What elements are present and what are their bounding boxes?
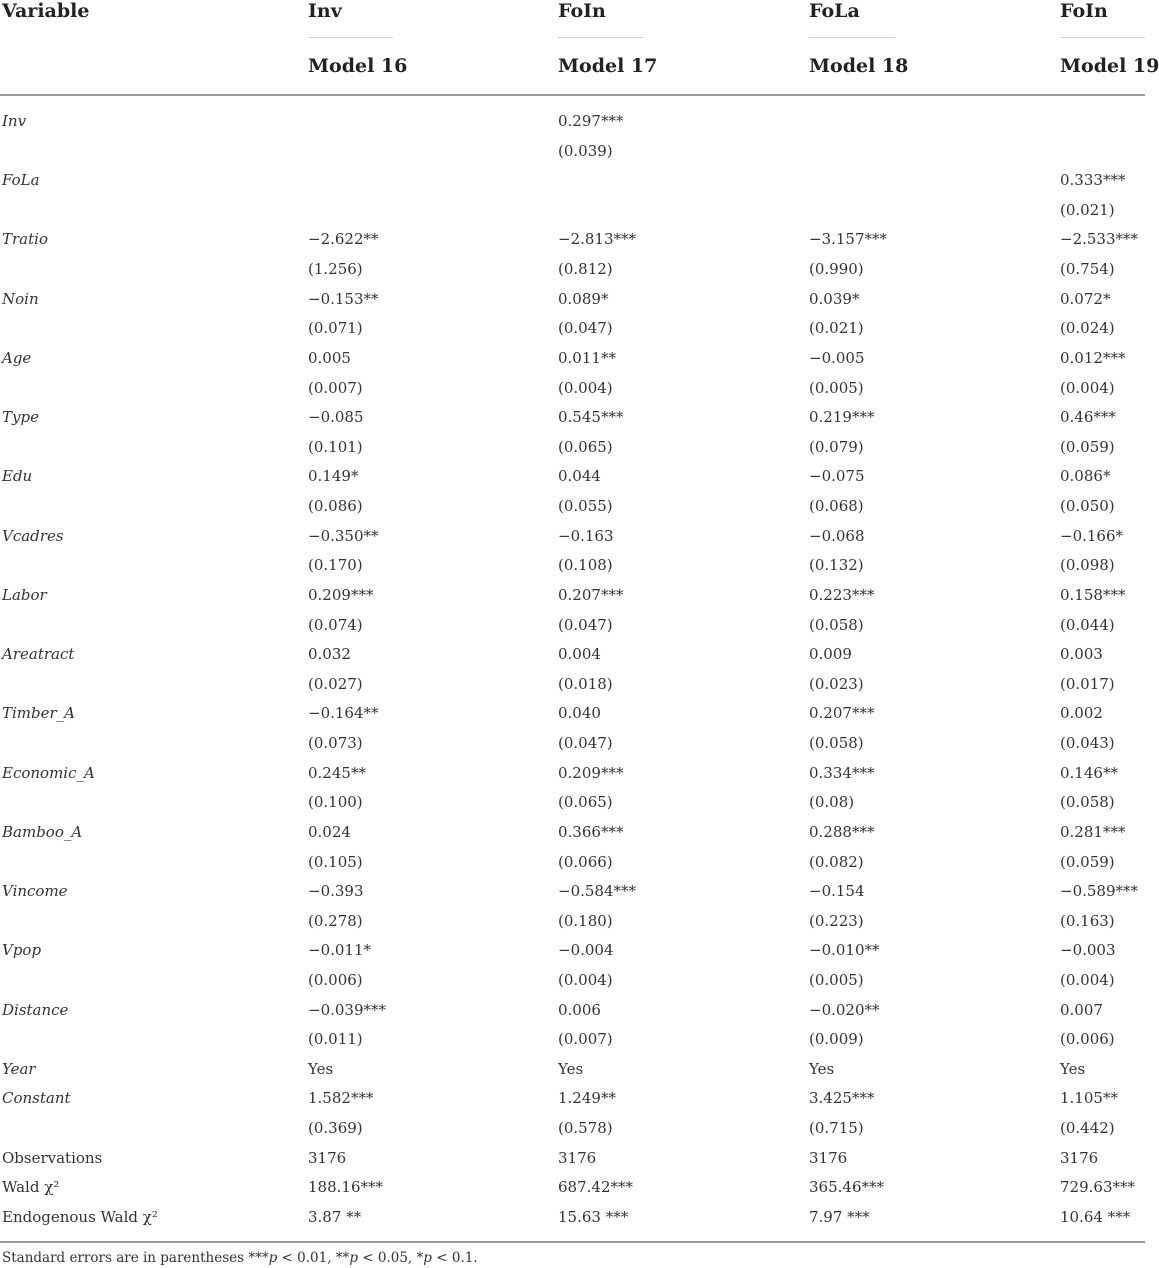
table-row (0, 196, 1145, 226)
table-cell-model-18: 0.219*** (809, 408, 875, 427)
table-cell-model-18: Yes (809, 1059, 835, 1078)
table-row (0, 374, 1145, 404)
table-row (0, 907, 1145, 937)
table-row (0, 759, 1145, 789)
table-cell-model-16: (0.100) (308, 793, 363, 812)
table-cell-model-16: −0.039*** (308, 1000, 387, 1019)
table-cell-model-18: 0.334*** (809, 763, 875, 782)
table-cell-model-17: (0.039) (558, 141, 613, 160)
table-cell-model-19: 0.003 (1060, 645, 1103, 664)
table-cell-model-17: 0.040 (558, 704, 601, 723)
table-cell-model-19: Yes (1060, 1059, 1086, 1078)
row-variable-label: Vcadres (2, 526, 64, 545)
table-cell-model-16: 0.005 (308, 348, 351, 367)
table-cell-model-19: (0.059) (1060, 437, 1115, 456)
row-variable-label: Constant (2, 1089, 71, 1108)
table-cell-model-17: 0.207*** (558, 585, 624, 604)
table-cell-model-16: 0.149* (308, 467, 359, 486)
table-cell-model-19: (0.004) (1060, 378, 1115, 397)
table-row (0, 818, 1145, 848)
table-cell-model-18: −0.075 (809, 467, 865, 486)
table-cell-model-17: (0.065) (558, 793, 613, 812)
table-cell-model-17: −2.813*** (558, 230, 637, 249)
table-cell-model-18: (0.08) (809, 793, 855, 812)
table-cell-model-16: 0.245** (308, 763, 366, 782)
table-cell-model-19: (0.050) (1060, 497, 1115, 516)
table-cell-model-19: 0.007 (1060, 1000, 1103, 1019)
table-cell-model-17: 0.089* (558, 289, 609, 308)
row-variable-label: Edu (2, 467, 33, 486)
row-variable-label: FoLa (2, 171, 40, 190)
table-row (0, 166, 1145, 196)
table-cell-model-19: (0.021) (1060, 200, 1115, 219)
table-cell-model-18: 3.425*** (809, 1089, 875, 1108)
table-cell-model-18: (0.005) (809, 378, 864, 397)
table-cell-model-16: (0.074) (308, 615, 363, 634)
model-header-19: Model 19 (1060, 55, 1159, 77)
table-cell-model-18: (0.079) (809, 437, 864, 456)
table-cell-model-17: 0.297*** (558, 112, 624, 130)
table-cell-model-16: −0.164** (308, 704, 379, 723)
table-row (0, 551, 1145, 581)
table-cell-model-17: (0.018) (558, 674, 613, 693)
row-variable-label: Economic_A (2, 763, 95, 782)
table-cell-model-18: (0.005) (809, 970, 864, 989)
table-cell-model-19: (0.059) (1060, 852, 1115, 871)
table-cell-model-18: 0.288*** (809, 822, 875, 841)
table-cell-model-16: (0.006) (308, 970, 363, 989)
table-cell-model-16: 3176 (308, 1148, 347, 1167)
table-cell-model-19: 0.086* (1060, 467, 1111, 486)
table-row (0, 670, 1145, 700)
row-variable-label: Areatract (2, 645, 75, 664)
header-divider (1060, 37, 1145, 38)
model-header-17: Model 17 (558, 55, 658, 77)
table-row (0, 1203, 1145, 1233)
table-row (0, 936, 1145, 966)
table-row (0, 462, 1145, 492)
table-cell-model-16: (0.027) (308, 674, 363, 693)
table-cell-model-19: (0.004) (1060, 970, 1115, 989)
row-variable-label: Age (2, 348, 32, 367)
table-row (0, 788, 1145, 818)
table-row (0, 611, 1145, 641)
table-row (0, 1173, 1145, 1203)
table-row (0, 285, 1145, 315)
variable-header: Variable (2, 0, 90, 22)
table-cell-model-18: 7.97 *** (809, 1207, 870, 1226)
table-row (0, 137, 1145, 167)
table-row (0, 848, 1145, 878)
header-divider (558, 37, 644, 38)
table-row (0, 1055, 1145, 1085)
table-cell-model-19: 10.64 *** (1060, 1207, 1131, 1226)
model-header-18: Model 18 (809, 55, 909, 77)
row-variable-label: Inv (2, 112, 27, 130)
table-cell-model-18: (0.009) (809, 1030, 864, 1049)
table-cell-model-19: (0.006) (1060, 1030, 1115, 1049)
row-variable-label: Year (2, 1059, 36, 1078)
table-row (0, 729, 1145, 759)
row-variable-label: Type (2, 408, 39, 427)
table-cell-model-18: (0.021) (809, 319, 864, 338)
row-variable-label: Wald χ² (2, 1178, 60, 1197)
table-row (0, 255, 1145, 285)
table-cell-model-16: (0.170) (308, 556, 363, 575)
row-variable-label: Distance (2, 1000, 69, 1019)
table-cell-model-17: (0.578) (558, 1119, 613, 1138)
table-cell-model-16: (0.278) (308, 911, 363, 930)
table-cell-model-16: (0.071) (308, 319, 363, 338)
table-cell-model-18: −3.157*** (809, 230, 888, 249)
table-cell-model-18: 3176 (809, 1148, 848, 1167)
table-cell-model-17: (0.812) (558, 260, 613, 279)
row-variable-label: Noin (2, 289, 39, 308)
table-cell-model-19: 729.63*** (1060, 1178, 1135, 1197)
table-cell-model-16: (0.007) (308, 378, 363, 397)
table-cell-model-17: 0.006 (558, 1000, 601, 1019)
table-cell-model-16: 188.16*** (308, 1178, 383, 1197)
table-cell-model-16: (0.073) (308, 734, 363, 753)
table-cell-model-19: 0.012*** (1060, 348, 1126, 367)
table-row (0, 314, 1145, 344)
table-cell-model-19: 0.072* (1060, 289, 1111, 308)
table-cell-model-16: (0.101) (308, 437, 363, 456)
table-row (0, 699, 1145, 729)
dependent-header-1: Inv (308, 0, 342, 22)
table-cell-model-19: (0.163) (1060, 911, 1115, 930)
table-cell-model-18: (0.023) (809, 674, 864, 693)
table-cell-model-18: −0.068 (809, 526, 865, 545)
table-cell-model-18: 0.039* (809, 289, 860, 308)
table-row (0, 433, 1145, 463)
table-cell-model-18: (0.223) (809, 911, 864, 930)
table-cell-model-19: (0.442) (1060, 1119, 1115, 1138)
table-row (0, 581, 1145, 611)
table-cell-model-17: 15.63 *** (558, 1207, 629, 1226)
table-cell-model-18: −0.154 (809, 882, 865, 901)
table-cell-model-16: (1.256) (308, 260, 363, 279)
dependent-header-4: FoIn (1060, 0, 1108, 22)
table-bottom-rule (0, 1241, 1145, 1243)
table-cell-model-18: 0.207*** (809, 704, 875, 723)
table-cell-model-19: 0.002 (1060, 704, 1103, 723)
table-row (0, 1114, 1145, 1144)
table-footnote: Standard errors are in parentheses ***p < 0.01, **p < 0.05, *p < 0.1. (2, 1250, 478, 1266)
table-cell-model-19: (0.058) (1060, 793, 1115, 812)
row-variable-label: Labor (2, 585, 47, 604)
table-cell-model-17: −0.163 (558, 526, 614, 545)
table-cell-model-19: 0.146** (1060, 763, 1118, 782)
table-cell-model-19: −0.166* (1060, 526, 1124, 545)
table-cell-model-17: 3176 (558, 1148, 597, 1167)
table-cell-model-17: (0.004) (558, 378, 613, 397)
dependent-header-2: FoIn (558, 0, 606, 22)
table-cell-model-16: −2.622** (308, 230, 379, 249)
table-cell-model-17: −0.584*** (558, 882, 637, 901)
table-row (0, 344, 1145, 374)
table-cell-model-17: 687.42*** (558, 1178, 633, 1197)
table-cell-model-16: −0.393 (308, 882, 364, 901)
table-cell-model-16: (0.086) (308, 497, 363, 516)
table-cell-model-17: (0.007) (558, 1030, 613, 1049)
table-cell-model-19: 0.281*** (1060, 822, 1126, 841)
table-cell-model-19: (0.024) (1060, 319, 1115, 338)
table-cell-model-17: 0.545*** (558, 408, 624, 427)
table-cell-model-17: 0.209*** (558, 763, 624, 782)
header-divider (809, 37, 895, 38)
table-cell-model-18: 0.009 (809, 645, 852, 664)
table-cell-model-16: Yes (308, 1059, 334, 1078)
table-cell-model-19: −0.003 (1060, 941, 1116, 960)
table-cell-model-19: (0.098) (1060, 556, 1115, 575)
table-cell-model-18: −0.020** (809, 1000, 880, 1019)
table-cell-model-17: (0.180) (558, 911, 613, 930)
table-cell-model-19: −2.533*** (1060, 230, 1139, 249)
table-row (0, 403, 1145, 433)
row-variable-label: Tratio (2, 230, 48, 249)
header-divider (308, 37, 393, 38)
table-cell-model-18: (0.715) (809, 1119, 864, 1138)
row-variable-label: Bamboo_A (2, 822, 83, 841)
table-cell-model-17: (0.004) (558, 970, 613, 989)
table-cell-model-16: 0.032 (308, 645, 351, 664)
table-cell-model-17: 1.249** (558, 1089, 616, 1108)
row-variable-label: Vpop (2, 941, 42, 960)
table-cell-model-16: 3.87 ** (308, 1207, 362, 1226)
table-row (0, 1084, 1145, 1114)
table-row (0, 107, 1145, 137)
table-row (0, 877, 1145, 907)
table-cell-model-18: 0.223*** (809, 585, 875, 604)
table-cell-model-16: 0.209*** (308, 585, 374, 604)
table-cell-model-17: (0.047) (558, 615, 613, 634)
table-cell-model-16: (0.105) (308, 852, 363, 871)
table-cell-model-19: 0.158*** (1060, 585, 1126, 604)
table-cell-model-16: (0.369) (308, 1119, 363, 1138)
row-variable-label: Observations (2, 1148, 103, 1167)
table-cell-model-19: (0.754) (1060, 260, 1115, 279)
table-cell-model-19: 1.105** (1060, 1089, 1118, 1108)
table-cell-model-19: 0.46*** (1060, 408, 1116, 427)
table-cell-model-19: 3176 (1060, 1148, 1099, 1167)
table-cell-model-18: 365.46*** (809, 1178, 884, 1197)
table-row (0, 996, 1145, 1026)
row-variable-label: Endogenous Wald χ² (2, 1207, 158, 1226)
table-row (0, 492, 1145, 522)
row-variable-label: Timber_A (2, 704, 76, 723)
table-cell-model-16: −0.011* (308, 941, 372, 960)
table-cell-model-18: −0.010** (809, 941, 880, 960)
table-cell-model-17: (0.047) (558, 319, 613, 338)
table-top-rule (0, 94, 1145, 96)
table-row (0, 1025, 1145, 1055)
row-variable-label: Vincome (2, 882, 68, 901)
table-cell-model-17: 0.004 (558, 645, 601, 664)
table-cell-model-18: (0.068) (809, 497, 864, 516)
table-cell-model-19: −0.589*** (1060, 882, 1139, 901)
table-cell-model-17: Yes (558, 1059, 584, 1078)
table-cell-model-18: (0.058) (809, 734, 864, 753)
table-cell-model-19: (0.043) (1060, 734, 1115, 753)
table-cell-model-16: 0.024 (308, 822, 351, 841)
table-cell-model-18: (0.132) (809, 556, 864, 575)
table-cell-model-17: (0.065) (558, 437, 613, 456)
table-row (0, 1144, 1145, 1174)
table-cell-model-16: −0.153** (308, 289, 379, 308)
table-cell-model-18: (0.082) (809, 852, 864, 871)
table-cell-model-16: −0.350** (308, 526, 379, 545)
table-cell-model-16: (0.011) (308, 1030, 363, 1049)
table-row (0, 522, 1145, 552)
table-cell-model-17: (0.108) (558, 556, 613, 575)
model-header-16: Model 16 (308, 55, 408, 77)
table-cell-model-18: −0.005 (809, 348, 865, 367)
table-cell-model-16: 1.582*** (308, 1089, 374, 1108)
table-row (0, 640, 1145, 670)
table-cell-model-17: (0.055) (558, 497, 613, 516)
table-cell-model-17: 0.366*** (558, 822, 624, 841)
table-cell-model-17: −0.004 (558, 941, 614, 960)
table-cell-model-18: (0.990) (809, 260, 864, 279)
table-cell-model-17: (0.047) (558, 734, 613, 753)
table-cell-model-19: (0.017) (1060, 674, 1115, 693)
table-cell-model-17: 0.044 (558, 467, 601, 486)
table-cell-model-19: (0.044) (1060, 615, 1115, 634)
table-cell-model-16: −0.085 (308, 408, 364, 427)
table-row (0, 225, 1145, 255)
table-cell-model-19: 0.333*** (1060, 171, 1126, 190)
dependent-header-3: FoLa (809, 0, 860, 22)
table-cell-model-18: (0.058) (809, 615, 864, 634)
table-cell-model-17: (0.066) (558, 852, 613, 871)
table-cell-model-17: 0.011** (558, 348, 616, 367)
table-row (0, 966, 1145, 996)
